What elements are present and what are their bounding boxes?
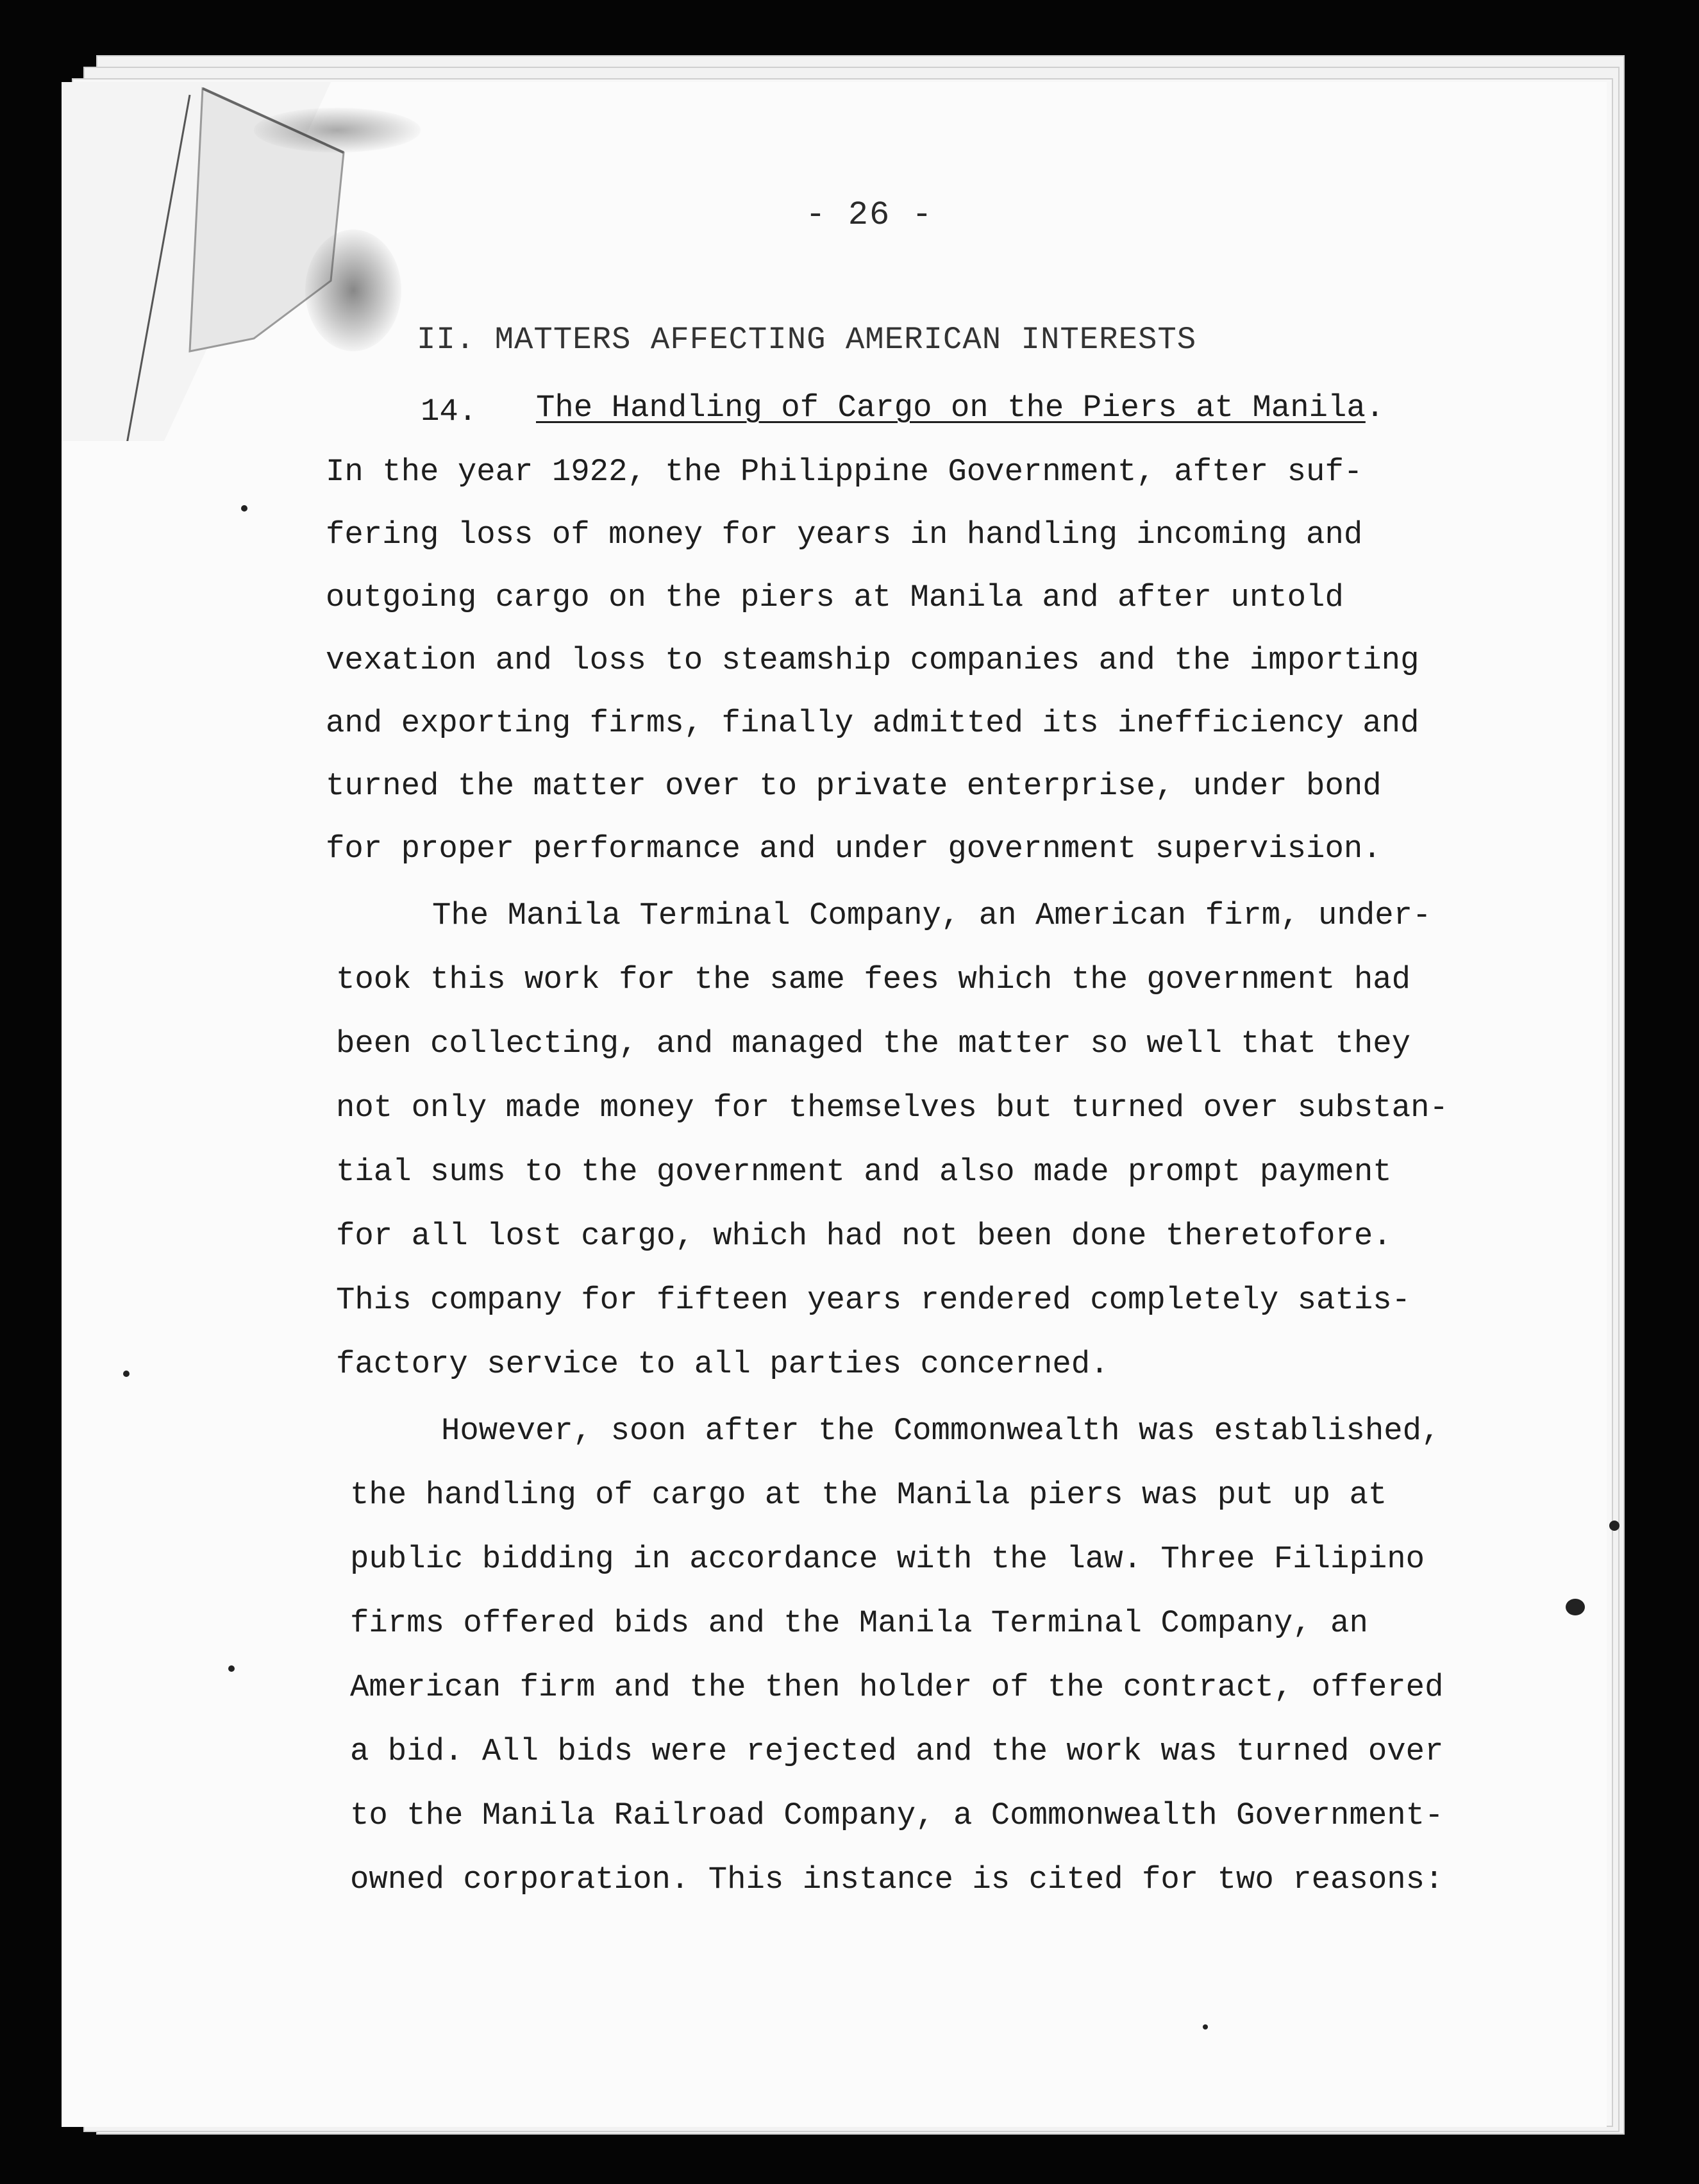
text-line: outgoing cargo on the piers at Manila and after untold xyxy=(326,579,1344,615)
text-line: The Manila Terminal Company, an American firm, under- xyxy=(432,897,1432,933)
page-number: - 26 - xyxy=(805,196,933,234)
text-line: been collecting, and managed the matter so well that they xyxy=(336,1026,1411,1062)
ink-speck xyxy=(241,505,247,512)
text-line: for proper performance and under government supervision. xyxy=(326,831,1382,867)
subsection-title-period: . xyxy=(1365,390,1385,426)
subsection-title xyxy=(536,390,1384,426)
text-line: not only made money for themselves but turned over substan- xyxy=(336,1090,1448,1126)
text-line: vexation and loss to steamship companies and the importing xyxy=(326,642,1419,678)
text-line: a bid. All bids were rejected and the work was turned over xyxy=(350,1733,1444,1769)
text-line: to the Manila Railroad Company, a Commonwealth Government- xyxy=(350,1797,1444,1833)
text-line: This company for fifteen years rendered completely satis- xyxy=(336,1282,1411,1318)
subsection-number: 14. xyxy=(421,394,478,429)
text-line: public bidding in accordance with the law. Three Filipino xyxy=(350,1541,1425,1577)
text-line: However, soon after the Commonwealth was established, xyxy=(441,1413,1441,1449)
document-page xyxy=(62,82,1607,2127)
ink-speck xyxy=(1609,1521,1619,1531)
ink-speck xyxy=(1566,1599,1585,1615)
text-line: factory service to all parties concerned. xyxy=(336,1346,1109,1382)
text-line: turned the matter over to private enterprise, under bond xyxy=(326,768,1382,804)
text-line: fering loss of money for years in handling incoming and xyxy=(326,517,1363,553)
ink-smudge xyxy=(305,229,401,351)
text-line: American firm and the then holder of the contract, offered xyxy=(350,1669,1444,1705)
section-heading: II. MATTERS AFFECTING AMERICAN INTERESTS xyxy=(417,322,1197,358)
ink-speck xyxy=(123,1371,130,1377)
ink-speck xyxy=(1203,2024,1208,2030)
ink-speck xyxy=(228,1665,235,1672)
text-line: took this work for the same fees which the government had xyxy=(336,962,1411,997)
text-line: and exporting firms, finally admitted its inefficiency and xyxy=(326,705,1419,741)
text-line: the handling of cargo at the Manila piers was put up at xyxy=(350,1477,1387,1513)
text-line: In the year 1922, the Philippine Government, after suf- xyxy=(326,454,1363,490)
text-line: firms offered bids and the Manila Terminal Company, an xyxy=(350,1605,1368,1641)
text-line: owned corporation. This instance is cited for two reasons: xyxy=(350,1862,1444,1897)
text-line: for all lost cargo, which had not been done theretofore. xyxy=(336,1218,1392,1254)
ink-smudge xyxy=(254,108,421,153)
text-line: tial sums to the government and also made prompt payment xyxy=(336,1154,1392,1190)
subsection-title-text: The Handling of Cargo on the Piers at Manila xyxy=(536,390,1366,426)
